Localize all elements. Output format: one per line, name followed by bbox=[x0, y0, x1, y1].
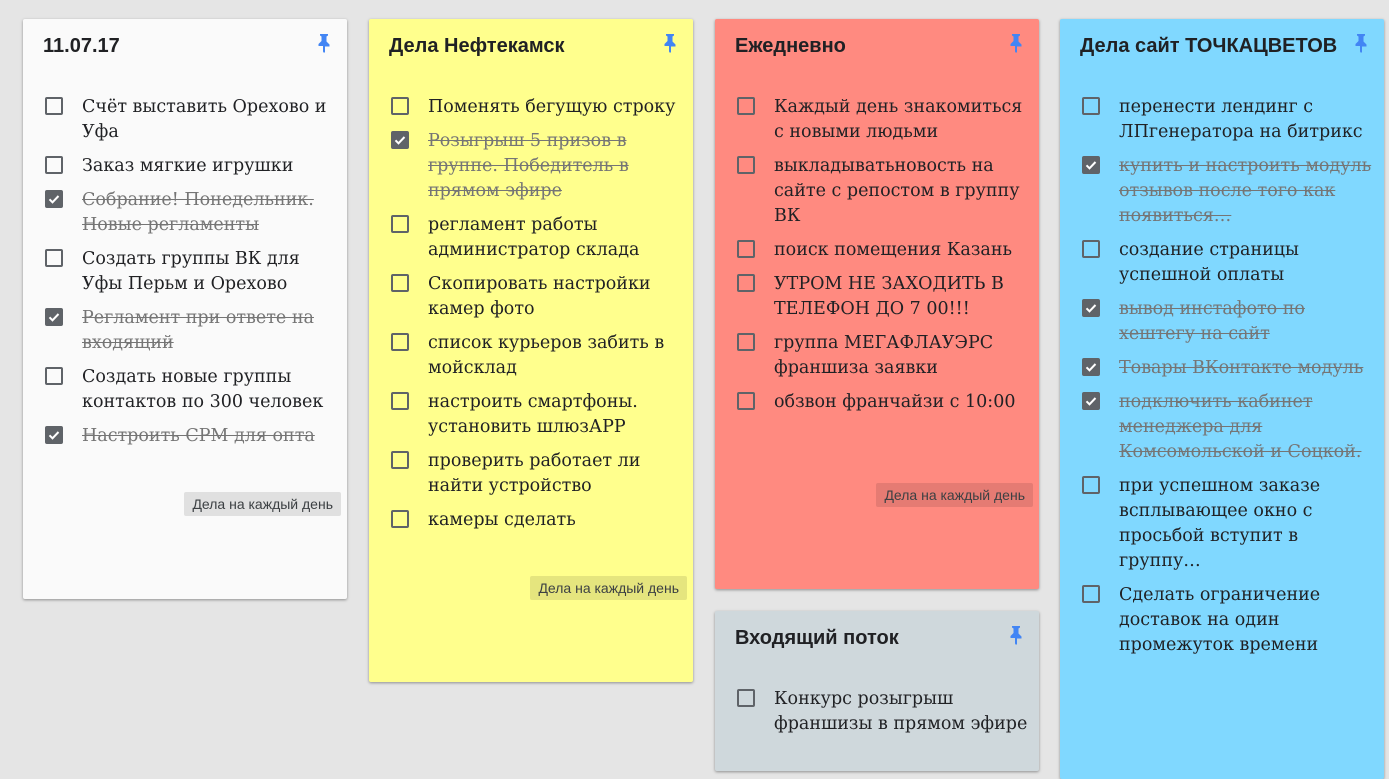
checkbox[interactable] bbox=[737, 156, 755, 174]
checkbox[interactable] bbox=[45, 249, 63, 267]
checkbox[interactable] bbox=[1082, 97, 1100, 115]
pin-icon-glyph bbox=[1354, 33, 1368, 53]
note-card[interactable] bbox=[715, 19, 1039, 589]
checklist-item-text[interactable]: Создать группы ВК для Уфы Перьм и Орехово bbox=[82, 249, 300, 294]
checklist bbox=[1060, 95, 1384, 667]
note-title: 11.07.17 bbox=[43, 35, 120, 57]
pin-icon[interactable] bbox=[1354, 33, 1368, 53]
check-icon bbox=[393, 133, 407, 147]
checkbox-checked[interactable] bbox=[45, 308, 63, 326]
note-card[interactable] bbox=[715, 611, 1039, 771]
checklist-item[interactable] bbox=[23, 154, 347, 179]
checklist-item[interactable] bbox=[715, 238, 1039, 263]
checklist-item-text[interactable]: выкладыватьновость на сайте с репостом в группу ВК bbox=[774, 156, 1020, 226]
checklist-item-text[interactable]: поиск помещения Казань bbox=[774, 240, 1013, 260]
checklist-item-text[interactable]: подключить кабинет менеджера для Комсомольской и Соцкой. bbox=[1119, 392, 1362, 462]
check-icon bbox=[1084, 394, 1098, 408]
checklist-item[interactable] bbox=[23, 306, 347, 356]
checklist-item-text[interactable]: Скопировать настройки камер фото bbox=[428, 274, 651, 319]
pin-icon-glyph bbox=[317, 33, 331, 53]
checklist-item[interactable] bbox=[369, 508, 693, 533]
checklist-item[interactable] bbox=[23, 424, 347, 449]
checkbox-checked[interactable] bbox=[1082, 392, 1100, 410]
checkbox[interactable] bbox=[391, 451, 409, 469]
check-icon bbox=[1084, 158, 1098, 172]
checklist-item-text[interactable]: Сделать ограничение доставок на один промежуток времени bbox=[1119, 585, 1321, 655]
checklist-item[interactable] bbox=[369, 390, 693, 440]
pin-icon[interactable] bbox=[663, 33, 677, 53]
pin-icon[interactable] bbox=[1009, 33, 1023, 53]
checklist-item[interactable] bbox=[23, 247, 347, 297]
checklist-item-text[interactable]: перенести лендинг с ЛПгенератора на битрикс bbox=[1119, 97, 1363, 142]
checkbox[interactable] bbox=[737, 240, 755, 258]
checklist-item[interactable] bbox=[1060, 583, 1384, 658]
checkbox[interactable] bbox=[45, 367, 63, 385]
checkbox[interactable] bbox=[1082, 585, 1100, 603]
check-icon bbox=[1084, 360, 1098, 374]
checkbox-checked[interactable] bbox=[1082, 299, 1100, 317]
checklist-item-text[interactable]: обзвон франчайзи с 10:00 bbox=[774, 392, 1016, 412]
pin-icon-glyph bbox=[663, 33, 677, 53]
checklist-item[interactable] bbox=[1060, 95, 1384, 145]
checklist-item-text[interactable]: Товары ВКонтакте модуль bbox=[1119, 358, 1364, 378]
checklist-item[interactable] bbox=[369, 272, 693, 322]
checklist-item-text[interactable]: Регламент при ответе на входящий bbox=[82, 308, 314, 353]
checklist-item-text[interactable]: группа МЕГАФЛАУЭРС франшиза заявки bbox=[774, 333, 994, 378]
checklist-item-text[interactable]: Конкурс розыгрыш франшизы в прямом эфире bbox=[774, 689, 1028, 734]
check-icon bbox=[47, 192, 61, 206]
checkbox-checked[interactable] bbox=[45, 190, 63, 208]
note-label-chip[interactable]: Дела на каждый день bbox=[876, 483, 1033, 507]
checkbox[interactable] bbox=[391, 97, 409, 115]
note-card[interactable] bbox=[369, 19, 693, 682]
pin-icon-glyph bbox=[1009, 625, 1023, 645]
checklist bbox=[715, 687, 1039, 746]
checkbox[interactable] bbox=[391, 215, 409, 233]
note-label-chip[interactable]: Дела на каждый день bbox=[184, 492, 341, 516]
checklist-item-text[interactable]: камеры сделать bbox=[428, 510, 576, 530]
pin-icon[interactable] bbox=[317, 33, 331, 53]
checklist-item[interactable] bbox=[715, 272, 1039, 322]
checklist-item[interactable] bbox=[715, 331, 1039, 381]
pin-icon-glyph bbox=[1009, 33, 1023, 53]
checklist-item-text[interactable]: проверить работает ли найти устройство bbox=[428, 451, 641, 496]
checkbox[interactable] bbox=[391, 510, 409, 528]
checklist-item[interactable] bbox=[369, 95, 693, 120]
note-title: Дела сайт ТОЧКАЦВЕТОВ bbox=[1080, 35, 1338, 57]
checklist-item-text[interactable]: регламент работы администратор склада bbox=[428, 215, 640, 260]
checklist-item-text[interactable]: создание страницы успешной оплаты bbox=[1119, 240, 1299, 285]
checkbox[interactable] bbox=[737, 333, 755, 351]
checklist-item[interactable] bbox=[23, 95, 347, 145]
checklist-item-text[interactable]: Создать новые группы контактов по 300 человек bbox=[82, 367, 324, 412]
checklist bbox=[23, 95, 347, 458]
checkbox[interactable] bbox=[45, 97, 63, 115]
pin-icon[interactable] bbox=[1009, 625, 1023, 645]
checklist-item[interactable] bbox=[369, 449, 693, 499]
checkbox-checked[interactable] bbox=[1082, 156, 1100, 174]
checkbox-checked[interactable] bbox=[391, 131, 409, 149]
checklist-item[interactable] bbox=[1060, 238, 1384, 288]
checklist-item-text[interactable]: при успешном заказе всплывающее окно с просьбой вступит в группу… bbox=[1119, 476, 1321, 571]
note-label-chip[interactable]: Дела на каждый день bbox=[530, 576, 687, 600]
note-card[interactable] bbox=[23, 19, 347, 599]
checklist-item[interactable] bbox=[23, 188, 347, 238]
checklist-item-text[interactable]: купить и настроить модуль отзывов после того как появиться… bbox=[1119, 156, 1372, 226]
checklist-item-text[interactable]: вывод инстафото по хештегу на сайт bbox=[1119, 299, 1305, 344]
check-icon bbox=[1084, 301, 1098, 315]
checklist-item-text[interactable]: Каждый день знакомиться с новыми людьми bbox=[774, 97, 1023, 142]
checklist-item[interactable] bbox=[715, 390, 1039, 415]
checklist-item-text[interactable]: Розыгрыш 5 призов в группе. Победитель в прямом эфире bbox=[428, 131, 629, 201]
checklist-item[interactable] bbox=[1060, 390, 1384, 465]
check-icon bbox=[47, 310, 61, 324]
checkbox[interactable] bbox=[737, 97, 755, 115]
checklist-item[interactable] bbox=[369, 331, 693, 381]
checkbox[interactable] bbox=[737, 689, 755, 707]
checkbox-checked[interactable] bbox=[45, 426, 63, 444]
checklist-item[interactable] bbox=[715, 687, 1039, 737]
checklist-item-text[interactable]: Настроить CРМ для опта bbox=[82, 426, 315, 446]
note-title: Входящий поток bbox=[735, 627, 899, 649]
checkbox-checked[interactable] bbox=[1082, 358, 1100, 376]
checkbox[interactable] bbox=[391, 274, 409, 292]
checklist-item-text[interactable]: Счёт выставить Орехово и Уфа bbox=[82, 97, 327, 142]
checklist-item[interactable] bbox=[369, 129, 693, 204]
checkbox[interactable] bbox=[391, 333, 409, 351]
checklist-item-text[interactable]: список курьеров забить в мойсклад bbox=[428, 333, 665, 378]
checklist-item[interactable] bbox=[1060, 154, 1384, 229]
checklist bbox=[369, 95, 693, 542]
checkbox[interactable] bbox=[45, 156, 63, 174]
checklist-item[interactable] bbox=[1060, 474, 1384, 574]
note-title: Дела Нефтекамск bbox=[389, 35, 565, 57]
checklist-item-text[interactable]: Собрание! Понедельник. Новые регламенты bbox=[82, 190, 314, 235]
checkbox[interactable] bbox=[737, 274, 755, 292]
checklist-item[interactable] bbox=[715, 154, 1039, 229]
checklist-item[interactable] bbox=[23, 365, 347, 415]
checklist-item[interactable] bbox=[1060, 297, 1384, 347]
checklist-item[interactable] bbox=[1060, 356, 1384, 381]
checklist-item-text[interactable]: Заказ мягкие игрушки bbox=[82, 156, 294, 176]
note-title: Ежедневно bbox=[735, 35, 846, 57]
checklist bbox=[715, 95, 1039, 424]
checkbox[interactable] bbox=[1082, 476, 1100, 494]
checkbox[interactable] bbox=[391, 392, 409, 410]
check-icon bbox=[47, 428, 61, 442]
checklist-item-text[interactable]: Поменять бегущую строку bbox=[428, 97, 676, 117]
checklist-item[interactable] bbox=[715, 95, 1039, 145]
note-card[interactable] bbox=[1060, 19, 1384, 779]
checkbox[interactable] bbox=[737, 392, 755, 410]
checkbox[interactable] bbox=[1082, 240, 1100, 258]
checklist-item-text[interactable]: УТРОМ НЕ ЗАХОДИТЬ В ТЕЛЕФОН ДО 7 00!!! bbox=[774, 274, 1004, 319]
checklist-item-text[interactable]: настроить смартфоны. установить шлюзАРР bbox=[428, 392, 638, 437]
checklist-item[interactable] bbox=[369, 213, 693, 263]
